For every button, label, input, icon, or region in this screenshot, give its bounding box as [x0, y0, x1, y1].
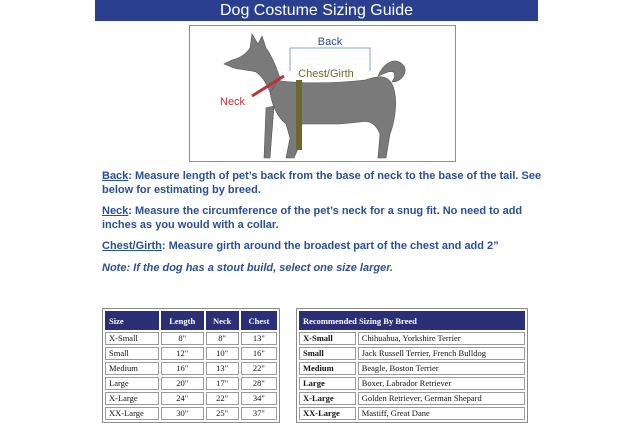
measurement-instructions [102, 170, 542, 283]
chest-instruction [102, 240, 542, 254]
length-cell: 20" [161, 377, 204, 390]
size-cell: Medium [105, 362, 159, 375]
neck-cell: 17" [206, 377, 239, 390]
chest-header: Chest [241, 311, 277, 330]
back-term: Back [102, 170, 129, 182]
length-cell: 30" [161, 407, 204, 420]
table-row [105, 332, 277, 345]
neck-cell: 13" [206, 362, 239, 375]
size-note: Note: If the dog has a stout build, select one size larger. [102, 261, 393, 274]
table-row [299, 332, 525, 345]
chest-term: Chest/Girth [102, 240, 162, 252]
page-title: Dog Costume Sizing Guide [95, 0, 538, 21]
size-table-header-row [105, 311, 277, 330]
breed-table-header-row [299, 311, 525, 330]
neck-cell: 22" [206, 392, 239, 405]
table-row [299, 362, 525, 375]
length-cell: 8" [161, 332, 204, 345]
breed-names-cell: Chihuahua, Yorkshire Terrier [358, 332, 525, 345]
chest-cell: 37" [241, 407, 277, 420]
length-cell: 24" [161, 392, 204, 405]
chest-cell: 28" [241, 377, 277, 390]
breed-names-cell: Mastiff, Great Dane [358, 407, 525, 420]
chest-cell: 16" [241, 347, 277, 360]
dog-silhouette [224, 34, 405, 158]
chest-text: : Measure girth around the broadest part of the chest and add 2” [161, 240, 499, 252]
table-row [299, 392, 525, 405]
breed-names-cell: Jack Russell Terrier, French Bulldog [358, 347, 525, 360]
chest-girth-marker [296, 80, 302, 150]
breed-size-cell: X-Large [299, 392, 356, 405]
breed-names-cell: Boxer, Labrador Retriever [358, 377, 525, 390]
breed-size-cell: Large [299, 377, 356, 390]
size-chart-table [102, 308, 280, 423]
length-cell: 12" [161, 347, 204, 360]
table-row [299, 377, 525, 390]
table-row [299, 407, 525, 420]
neck-cell: 25" [206, 407, 239, 420]
measurement-diagram [189, 25, 456, 162]
back-instruction [102, 170, 542, 197]
size-cell: X-Large [105, 392, 159, 405]
neck-cell: 10" [206, 347, 239, 360]
breed-table-header: Recommended Sizing By Breed [299, 311, 525, 330]
breed-size-cell: X-Small [299, 332, 356, 345]
size-cell: Small [105, 347, 159, 360]
table-row [105, 377, 277, 390]
chest-cell: 34" [241, 392, 277, 405]
table-row [105, 407, 277, 420]
size-cell: X-Small [105, 332, 159, 345]
breed-names-cell: Golden Retriever, German Shepard [358, 392, 525, 405]
size-cell: XX-Large [105, 407, 159, 420]
chest-cell: 22" [241, 362, 277, 375]
length-cell: 16" [161, 362, 204, 375]
neck-label: Neck [220, 96, 246, 108]
length-header: Length [161, 311, 204, 330]
chest-label: Chest/Girth [298, 68, 354, 80]
neck-cell: 8" [206, 332, 239, 345]
neck-text: : Measure the circumference of the pet’s neck for a snug fit. No need to add inches as you would with a collar. [102, 205, 523, 231]
size-header: Size [105, 311, 159, 330]
table-row [105, 392, 277, 405]
breed-size-cell: XX-Large [299, 407, 356, 420]
back-label: Back [317, 36, 343, 48]
neck-term: Neck [102, 205, 129, 217]
chest-cell: 13" [241, 332, 277, 345]
table-row [105, 362, 277, 375]
back-text: : Measure length of pet’s back from the base of neck to the base of the tail. See below for estimating by breed. [102, 170, 542, 196]
table-row [299, 347, 525, 360]
neck-instruction [102, 205, 542, 232]
breed-sizing-table [296, 308, 528, 423]
dog-illustration [190, 26, 455, 161]
breed-names-cell: Beagle, Boston Terrier [358, 362, 525, 375]
size-cell: Large [105, 377, 159, 390]
neck-header: Neck [206, 311, 239, 330]
table-row [105, 347, 277, 360]
breed-size-cell: Small [299, 347, 356, 360]
breed-size-cell: Medium [299, 362, 356, 375]
